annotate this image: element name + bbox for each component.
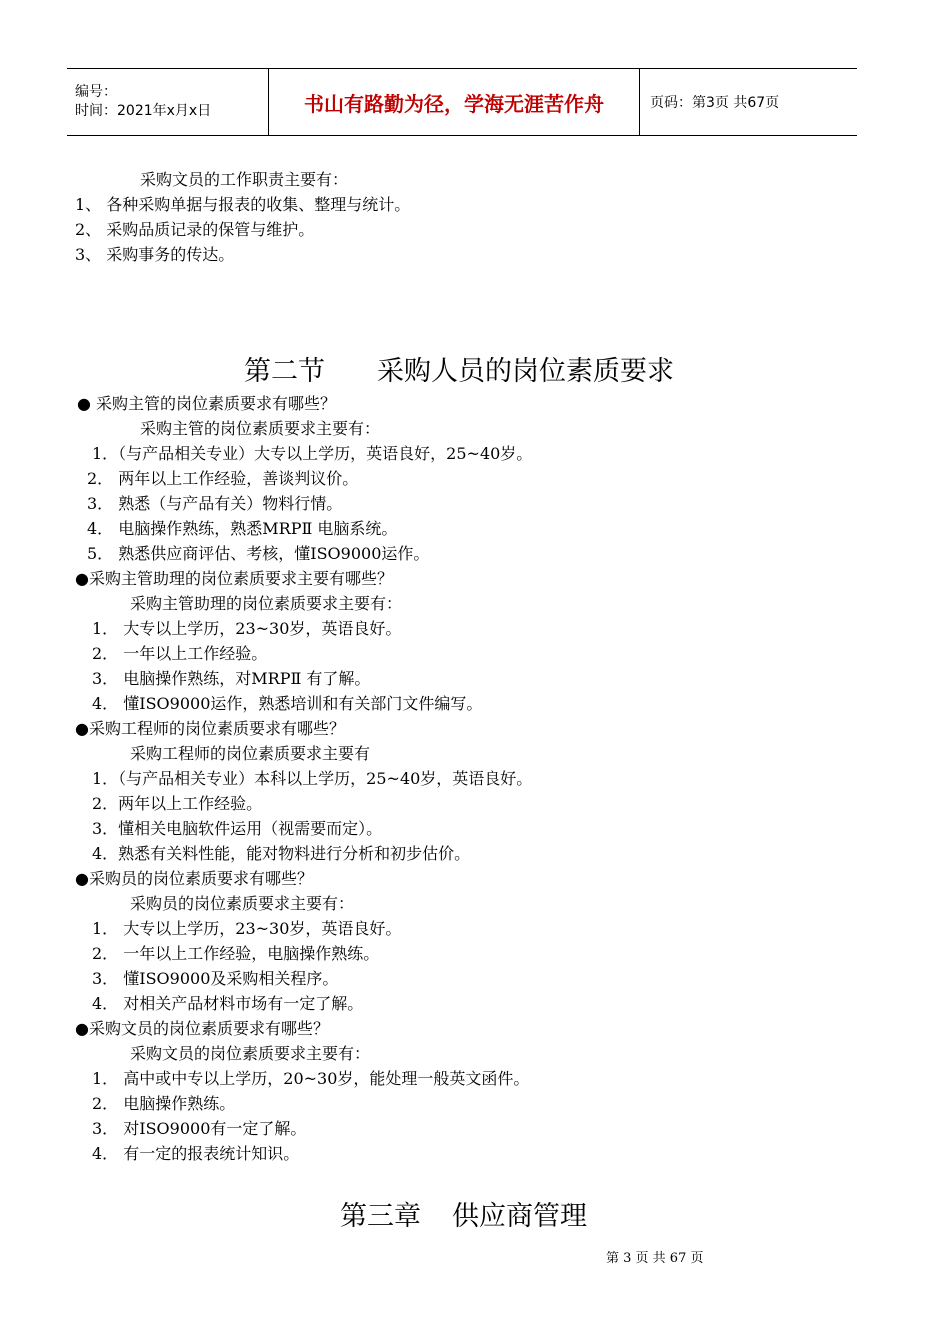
- intro-title: 采购文员的工作职责主要有：: [140, 170, 349, 189]
- serial-label: 编号：: [75, 84, 117, 100]
- intro-item: 3、 采购事务的传达。: [75, 245, 235, 264]
- list-item: 4． 对相关产品材料市场有一定了解。: [92, 994, 364, 1013]
- question: ●采购工程师的岗位素质要求有哪些？: [75, 719, 345, 738]
- lead: 采购主管的岗位素质要求主要有：: [140, 419, 381, 438]
- chapter-title: 供应商管理: [452, 1201, 587, 1232]
- list-item: 4． 电脑操作熟练，熟悉MRPⅡ 电脑系统。: [87, 519, 398, 538]
- list-item: 4． 有一定的报表统计知识。: [92, 1144, 300, 1163]
- list-item: 2． 两年以上工作经验，善谈判议价。: [87, 469, 359, 488]
- question: ●采购主管助理的岗位素质要求主要有哪些？: [75, 569, 393, 588]
- lead: 采购主管助理的岗位素质要求主要有：: [130, 594, 403, 613]
- question: ● 采购主管的岗位素质要求有哪些？: [77, 394, 337, 413]
- list-item: 2． 电脑操作熟练。: [92, 1094, 236, 1113]
- page-header: [67, 68, 857, 136]
- intro-item: 1、 各种采购单据与报表的收集、整理与统计。: [75, 195, 411, 214]
- header-page-info: 页码：第3页 共67页: [650, 95, 780, 111]
- list-item: 3． 对ISO9000有一定了解。: [92, 1119, 307, 1138]
- question: ●采购文员的岗位素质要求有哪些？: [75, 1019, 329, 1038]
- list-item: 2． 一年以上工作经验，电脑操作熟练。: [92, 944, 380, 963]
- list-item: 4．熟悉有关料性能，能对物料进行分析和初步估价。: [92, 844, 471, 863]
- list-item: 1．（与产品相关专业）本科以上学历，25~40岁，英语良好。: [92, 769, 533, 788]
- list-item: 1． 高中或中专以上学历，20~30岁，能处理一般英文函件。: [92, 1069, 530, 1088]
- time-label: 时间：2021年x月x日: [75, 103, 212, 119]
- list-item: 2．两年以上工作经验。: [92, 794, 263, 813]
- lead: 采购员的岗位素质要求主要有：: [130, 894, 355, 913]
- page-footer: 第 3 页 共 67 页: [606, 1251, 704, 1266]
- list-item: 1． 大专以上学历，23~30岁，英语良好。: [92, 919, 402, 938]
- lead: 采购工程师的岗位素质要求主要有: [130, 744, 371, 763]
- list-item: 3． 懂ISO9000及采购相关程序。: [92, 969, 339, 988]
- list-item: 2． 一年以上工作经验。: [92, 644, 268, 663]
- list-item: 4． 懂ISO9000运作，熟悉培训和有关部门文件编写。: [92, 694, 483, 713]
- list-item: 3．懂相关电脑软件运用（视需要而定）。: [92, 819, 383, 838]
- list-item: 5． 熟悉供应商评估、考核，懂ISO9000运作。: [87, 544, 430, 563]
- header-meta: [67, 69, 268, 135]
- list-item: 1． 大专以上学历，23~30岁，英语良好。: [92, 619, 402, 638]
- section-number: 第二节: [244, 356, 325, 387]
- list-item: 3． 电脑操作熟练，对MRPⅡ 有了解。: [92, 669, 371, 688]
- chapter-number: 第三章: [340, 1201, 421, 1232]
- list-item: 1．（与产品相关专业）大专以上学历，英语良好，25~40岁。: [92, 444, 533, 463]
- lead: 采购文员的岗位素质要求主要有：: [130, 1044, 371, 1063]
- section-title: 采购人员的岗位素质要求: [377, 356, 674, 387]
- list-item: 3． 熟悉（与产品有关）物料行情。: [87, 494, 343, 513]
- header-motto: 书山有路勤为径，学海无涯苦作舟: [268, 69, 640, 135]
- question: ●采购员的岗位素质要求有哪些？: [75, 869, 313, 888]
- intro-item: 2、 采购品质记录的保管与维护。: [75, 220, 315, 239]
